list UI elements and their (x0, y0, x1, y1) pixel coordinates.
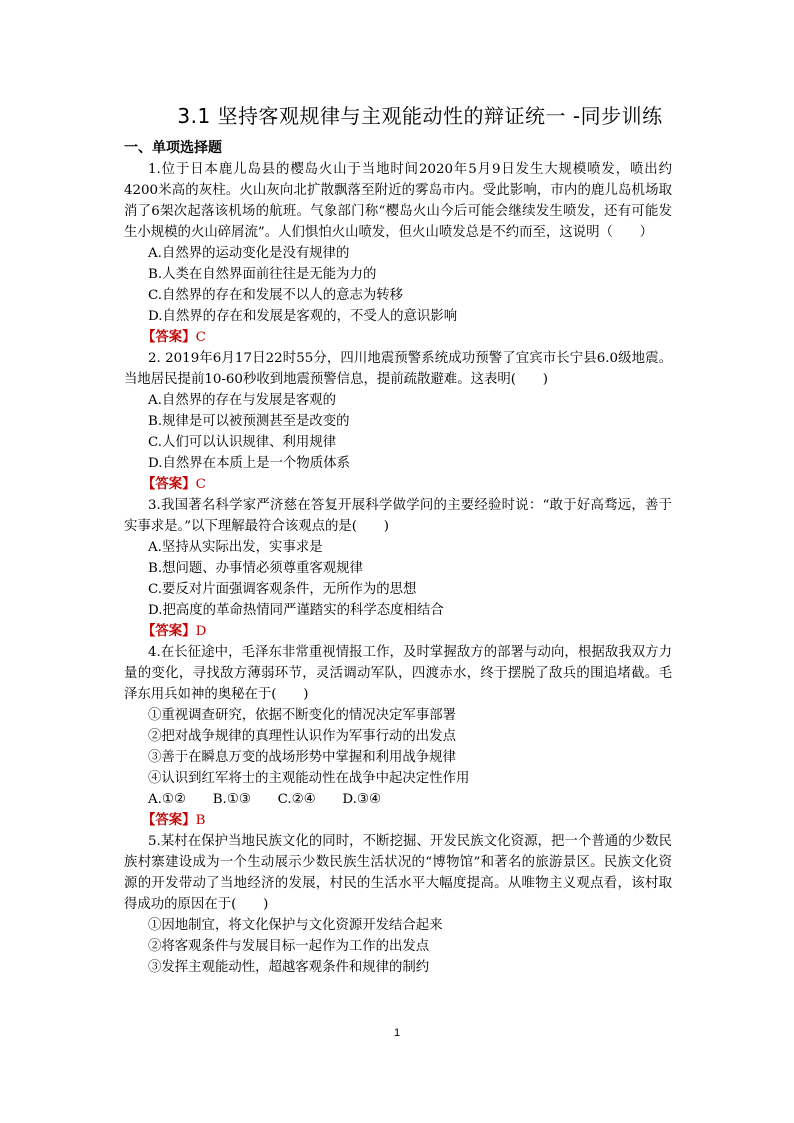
question-1-option-b: B.人类在自然界面前往往是无能为力的 (148, 267, 377, 282)
question-list (124, 159, 672, 978)
question-4-statement-4: ④认识到红军将士的主观能动性在战争中起决定性作用 (148, 771, 470, 786)
question-4-answer (124, 810, 672, 831)
question-2-option-d: D.自然界在本质上是一个物质体系 (148, 456, 350, 471)
question-5-statement-2: ②将客观条件与发展目标一起作为工作的出发点 (148, 939, 430, 954)
answer-label: 【答案】 (142, 812, 196, 828)
answer-value: D (195, 624, 207, 639)
question-3-option-d: D.把高度的革命热情同严谨踏实的科学态度相结合 (148, 603, 444, 618)
question-4-stem: 4.在长征途中，毛泽东非常重视情报工作，及时掌握敌方的部署与动向，根据敌我双方力量的变化，寻找敌方薄弱环节，灵活调动军队，四渡赤水，终于摆脱了敌兵的围追堵截。毛泽东用兵如神的奥秘在于( ) (124, 645, 672, 702)
answer-value: C (195, 477, 206, 492)
answer-value: C (195, 330, 206, 345)
page-number: 1 (393, 1027, 401, 1039)
question-1-answer (124, 327, 672, 348)
section-heading: 一、单项选择题 (124, 140, 222, 156)
question-5-statement-1: ①因地制宜，将文化保护与文化资源开发结合起来 (148, 918, 443, 933)
question-4-statement-1: ①重视调查研究，依据不断变化的情况决定军事部署 (148, 708, 456, 723)
question-2-option-a: A.自然界的存在与发展是客观的 (148, 393, 337, 408)
question-1-option-a: A.自然界的运动变化是没有规律的 (148, 246, 350, 261)
document-title: 3.1 坚持客观规律与主观能动性的辩证统一 -同步训练 (177, 104, 663, 128)
question-4-choices: A.①② B.①③ C.②④ D.③④ (148, 792, 381, 807)
question-2-stem: 2. 2019年6月17日22时55分，四川地震预警系统成功预警了宜宾市长宁县6.0级地震。当地居民提前10-60秒收到地震预警信息，提前疏散避难。这表明( ) (124, 351, 672, 387)
question-1-option-d: D.自然界的存在和发展是客观的，不受人的意识影响 (148, 309, 458, 324)
question-1-stem: 1.位于日本鹿儿岛县的樱岛火山于当地时间2020年5月9日发生大规模喷发，喷出约4200米高的灰柱。火山灰向北扩散飘落至附近的雾岛市内。受此影响，市内的鹿儿岛机场取消了6架次起落该机场的航班。气象部门称“樱岛火山今后可能会继续发生喷发，还有可能发生小规模的火山碎屑流”。人们惧怕火山喷发，但火山喷发总是不约而至，这说明（ ） (124, 162, 672, 240)
answer-label: 【答案】 (142, 329, 196, 345)
question-4-statement-2: ②把对战争规律的真理性认识作为军事行动的出发点 (148, 729, 456, 744)
question-3-option-c: C.要反对片面强调客观条件，无所作为的思想 (148, 582, 417, 597)
answer-label: 【答案】 (142, 476, 196, 492)
question-5-statement-3: ③发挥主观能动性，超越客观条件和规律的制约 (148, 960, 430, 975)
question-3-answer (124, 621, 672, 642)
answer-value: B (195, 813, 206, 828)
question-4-statement-3: ③善于在瞬息万变的战场形势中掌握和利用战争规律 (148, 750, 456, 765)
question-1-option-c: C.自然界的存在和发展不以人的意志为转移 (148, 288, 404, 303)
question-2-option-c: C.人们可以认识规律、利用规律 (148, 435, 337, 450)
question-2-option-b: B.规律是可以被预测甚至是改变的 (148, 414, 350, 429)
question-3-option-b: B.想问题、办事情必须尊重客观规律 (148, 561, 363, 576)
question-2-answer (124, 474, 672, 495)
question-3-option-a: A.坚持从实际出发，实事求是 (148, 540, 323, 555)
question-5-stem: 5.某村在保护当地民族文化的同时，不断挖掘、开发民族文化资源，把一个普通的少数民族村寨建设成为一个生动展示少数民族生活状况的“博物馆”和著名的旅游景区。民族文化资源的开发带动了当地经济的发展，村民的生活水平大幅度提高。从唯物主义观点看，该村取得成功的原因在于( ) (124, 834, 672, 912)
answer-label: 【答案】 (142, 623, 196, 639)
question-3-stem: 3.我国著名科学家严济慈在答复开展科学做学问的主要经验时说：“敢于好高骛远，善于实事求是。”以下理解最符合该观点的是( ) (124, 498, 672, 534)
